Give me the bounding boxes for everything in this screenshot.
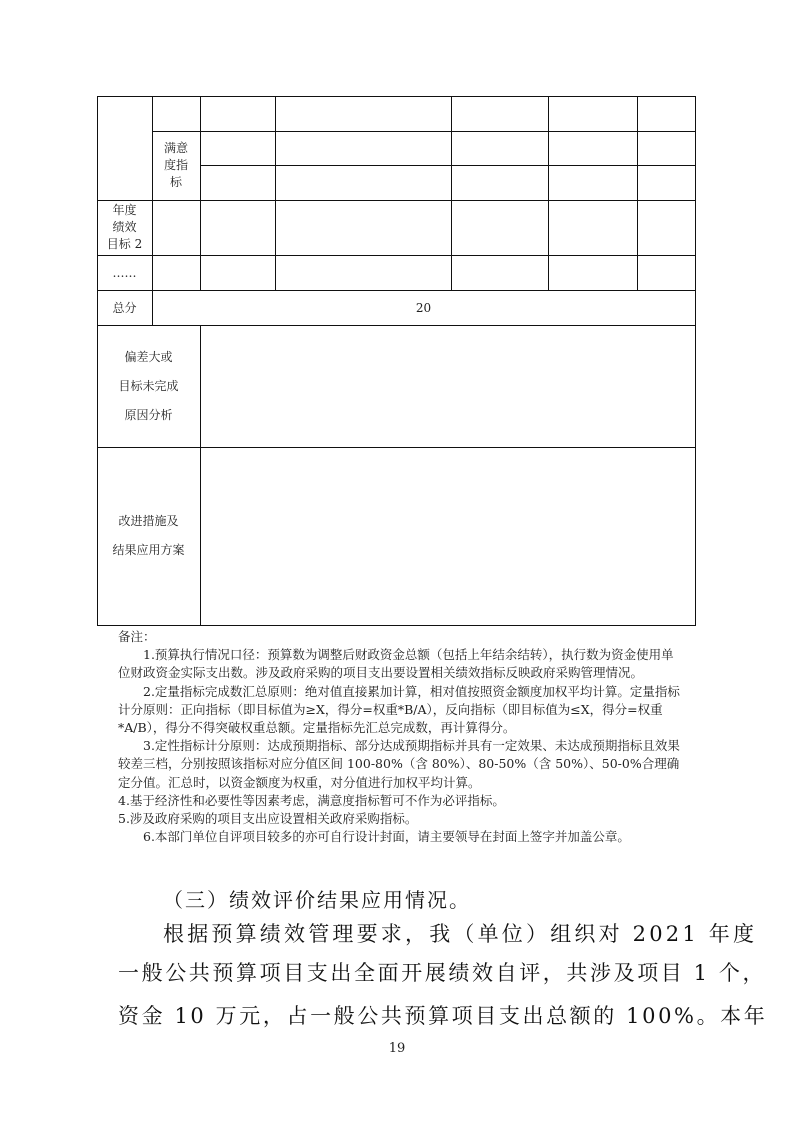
paragraph-line: 资金 10 万元，占一般公共预算项目支出总额的 100%。本年 [118, 1004, 768, 1028]
table-border-bottom [97, 625, 696, 626]
total-score-value: 20 [415, 300, 432, 315]
label-line: 原因分析 [124, 407, 173, 422]
col-line [275, 96, 276, 290]
deviation-analysis-label [97, 325, 200, 447]
annual-goal-2-label [97, 200, 152, 255]
label-line: 改进措施及 [118, 514, 179, 528]
label-line: 度指 [163, 158, 188, 172]
row-line [97, 255, 696, 256]
total-score-label: 总分 [112, 300, 137, 315]
ellipsis-row-label: …… [112, 265, 137, 280]
row-line [97, 200, 696, 201]
table-border-right [695, 96, 696, 626]
note-item: 6.本部门单位自评项目较多的亦可自行设计封面，请主要领导在封面上签字并加盖公章。 [143, 829, 630, 845]
note-item: 4.基于经济性和必要性等因素考虑，满意度指标暂可不作为必评指标。 [118, 792, 505, 808]
label-line: 绩效 [112, 220, 137, 234]
notes-title: 备注： [118, 629, 156, 644]
deviation-analysis-content[interactable] [200, 325, 695, 447]
notes-block [118, 628, 683, 846]
section-heading: （三）绩效评价结果应用情况。 [163, 888, 471, 912]
paragraph-line: 一般公共预算项目支出全面开展绩效自评，共涉及项目 1 个， [118, 961, 767, 985]
improvement-plan-label [97, 447, 200, 625]
col-line [451, 96, 452, 290]
paragraph-line: 根据预算绩效管理要求，我（单位）组织对 2021 年度 [163, 922, 758, 946]
label-line: 标 [169, 175, 182, 189]
note-item: 1.预算执行情况口径：预算数为调整后财政资金总额（包括上年结余结转），执行数为资金使用单位财政资金实际支出数。涉及政府采购的项目支出要设置相关绩效指标反映政府采购管理情况。 [118, 647, 674, 681]
label-line: 年度 [112, 203, 137, 217]
note-item: 5.涉及政府采购的项目支出应设置相关政府采购指标。 [118, 811, 418, 827]
label-line: 结果应用方案 [112, 543, 185, 557]
label-line: 目标未完成 [118, 378, 179, 393]
col-line [637, 96, 638, 290]
label-line: 目标 2 [106, 237, 143, 251]
table-border-top [97, 96, 696, 97]
satisfaction-indicator-label [152, 131, 200, 200]
improvement-plan-content[interactable] [200, 447, 695, 625]
label-line: 偏差大或 [124, 349, 173, 364]
note-item: 2.定量指标完成数汇总原则：绝对值直接累加计算，相对值按照资金额度加权平均计算。定量指标计分原则：正向指标（即目标值为≥X，得分=权重*B/A），反向指标（即目标值为≤X，得分=权重*A/B），得分不得突破权重总额。定量指标先汇总完成数，再计算得分。 [118, 683, 680, 736]
page-number: 19 [388, 1041, 406, 1056]
row-line [152, 131, 696, 132]
col-line [548, 96, 549, 290]
note-item: 3.定性指标计分原则：达成预期指标、部分达成预期指标并具有一定效果、未达成预期指标且效果较差三档，分别按照该指标对应分值区间 100-80%（含 80%）、80-50%（含 50%）、50-0%合理确定分值。汇总时，以资金额度为权重，对分值进行加权平均计算。 [118, 738, 680, 790]
col-line [200, 96, 201, 290]
label-line: 满意 [163, 141, 188, 155]
